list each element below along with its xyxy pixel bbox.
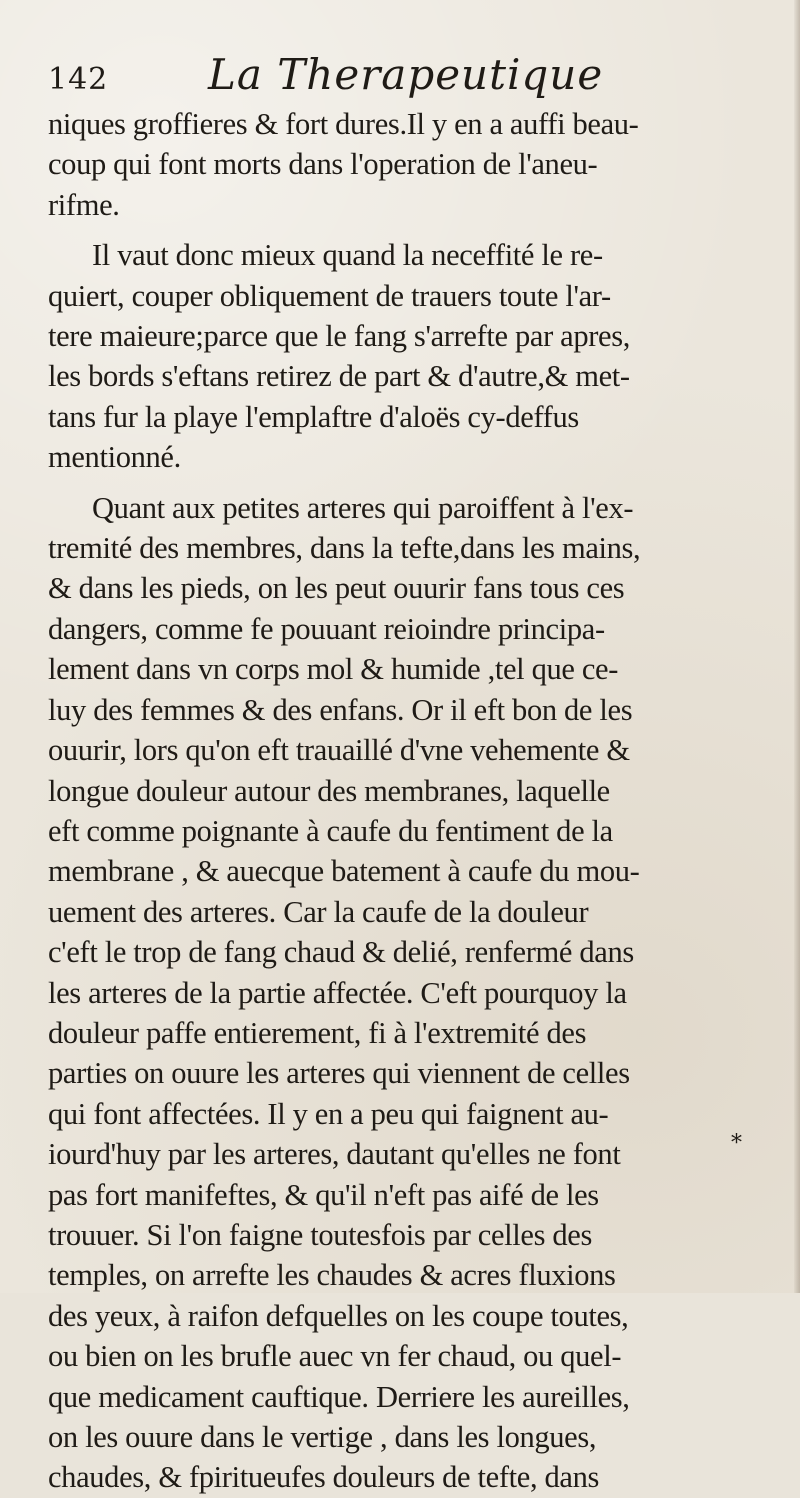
page-header (48, 50, 748, 98)
text-line: des yeux, à raifon defquelles on les coupe toutes, (48, 1298, 629, 1333)
text-line: temples, on arrefte les chaudes & acres fluxions (48, 1258, 616, 1293)
text-line: chaudes, & fpiritueufes douleurs de tefte, dans (48, 1460, 600, 1495)
text-line: longue douleur autour des membranes, laquelle (48, 773, 610, 808)
text-line: pas fort manifeftes, & qu'il n'eft pas aifé de les (48, 1177, 599, 1212)
text-line: eft comme poignante à caufe du fentiment de la (48, 813, 613, 848)
text-line: trouuer. Si l'on faigne toutesfois par celles des (48, 1217, 592, 1252)
text-line: iourd'huy par les arteres, dautant qu'elles ne font (48, 1137, 621, 1172)
text-line: uement des arteres. Car la caufe de la douleur (48, 894, 589, 929)
text-line: coup qui font morts dans l'operation de l'aneu- (48, 147, 598, 182)
page-number: 142 (48, 62, 109, 97)
body-text (48, 104, 748, 1498)
paragraph-2 (48, 235, 748, 477)
text-line: c'eft le trop de fang chaud & delié, renfermé dans (48, 935, 634, 970)
page-gutter-shadow (794, 0, 800, 1293)
text-line: ouurir, lors qu'on eft trauaillé d'vne vehemente & (48, 733, 630, 768)
text-line: dangers, comme fe pouuant reioindre principa- (48, 611, 605, 646)
text-line: luy des femmes & des enfans. Or il eft bon de les (48, 692, 633, 727)
text-line: que medicament cauftique. Derriere les aureilles, (48, 1379, 630, 1414)
text-line: douleur paffe entierement, fi à l'extremité des (48, 1015, 587, 1050)
text-line: & dans les pieds, on les peut ouurir fans tous ces (48, 571, 625, 606)
text-line: lement dans vn corps mol & humide ,tel que ce- (48, 652, 619, 687)
running-head: La Therapeutique (208, 50, 604, 99)
text-line: rifme. (48, 187, 120, 222)
text-line: mentionné. (48, 440, 181, 475)
text-line: parties on ouure les arteres qui viennent de celles (48, 1056, 630, 1091)
text-line: tere maieure;parce que le fang s'arrefte par apres, (48, 319, 631, 354)
margin-mark: * (731, 1131, 742, 1156)
text-line: ou bien on les brufle auec vn fer chaud, ou quel- (48, 1339, 622, 1374)
text-line: les bords s'eftans retirez de part & d'autre,& met- (48, 359, 630, 394)
text-line: membrane , & auecque batement à caufe du mou- (48, 854, 640, 889)
paragraph-3 (48, 488, 748, 1498)
paragraph-1 (48, 104, 748, 225)
text-line: qui font affectées. Il y en a peu qui faignent au- (48, 1096, 609, 1131)
text-line: tremité des membres, dans la tefte,dans les mains, (48, 531, 641, 566)
text-line: Il vaut donc mieux quand la neceffité le re- (92, 238, 603, 273)
text-line: les arteres de la partie affectée. C'eft pourquoy la (48, 975, 627, 1010)
text-line: on les ouure dans le vertige , dans les longues, (48, 1420, 597, 1454)
text-line: tans fur la playe l'emplaftre d'aloës cy-deffus (48, 399, 579, 434)
text-line: quiert, couper obliquement de trauers toute l'ar- (48, 278, 611, 313)
text-line: niques groffieres & fort dures.Il y en a auffi beau- (48, 107, 639, 141)
text-line: Quant aux petites arteres qui paroiffent à l'ex- (92, 490, 634, 525)
